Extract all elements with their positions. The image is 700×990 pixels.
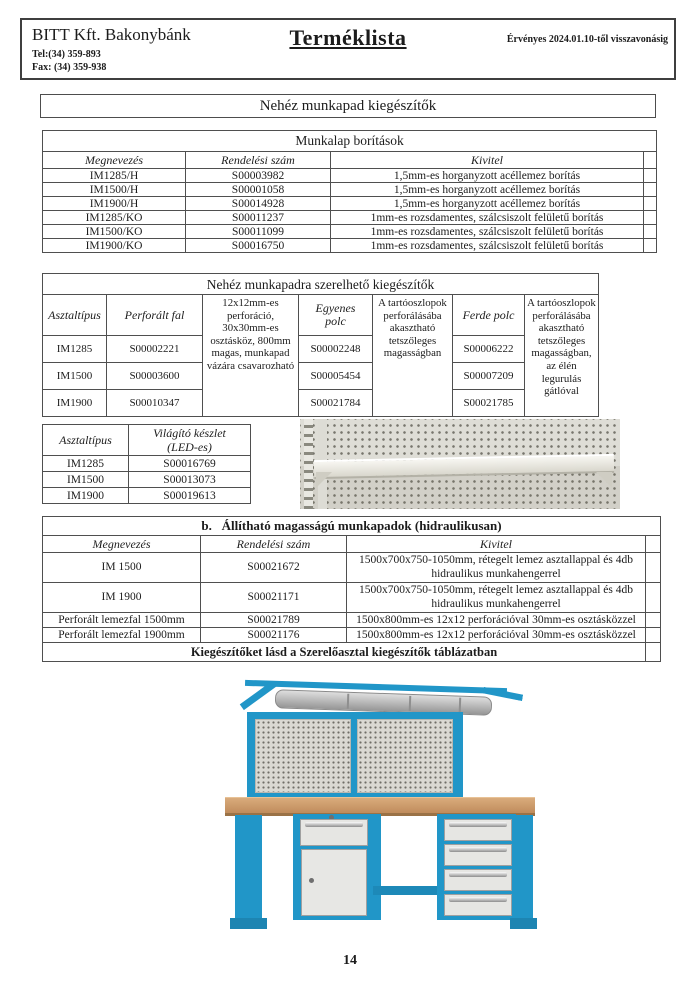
table-row: IM1500 S00013073 bbox=[43, 472, 251, 488]
bench-foot bbox=[510, 918, 537, 929]
drawer-handle bbox=[449, 897, 507, 902]
pegboard-shelf-photo bbox=[300, 419, 620, 509]
egyenes-polc-description: A tartóoszlopok perforálásába akasztható tetszőleges magasságban bbox=[373, 295, 453, 417]
table-row: IM1900/H S00014928 1,5mm-es horganyzott acéllemez borítás bbox=[43, 197, 657, 211]
table-row: Perforált lemezfal 1500mm S00021789 1500x800mm-es 12x12 perforációval 30mm-es osztásközzel bbox=[43, 613, 661, 628]
bench-leg bbox=[235, 815, 262, 918]
szerelheto-kiegeszitok-table bbox=[42, 273, 599, 417]
table-row: IM1900/KO S00016750 1mm-es rozsdamentes, szálcsiszolt felületű borítás bbox=[43, 239, 657, 253]
table-row: IM1285 S00002221 S00002248 S00006222 bbox=[43, 336, 599, 363]
mounting-rail bbox=[304, 419, 313, 509]
pegboard-back-wall bbox=[247, 712, 463, 798]
section-title: Nehéz munkapad kiegészítők bbox=[40, 94, 656, 118]
shelf-bracket bbox=[316, 472, 332, 488]
table-row: Perforált lemezfal 1900mm S00021176 1500x800mm-es 12x12 perforációval 30mm-es osztásközzel bbox=[43, 628, 661, 643]
left-cabinet bbox=[293, 814, 373, 920]
drawer-handle bbox=[449, 847, 507, 852]
table-row: IM 1500 S00021672 1500x700x750-1050mm, rétegelt lemez asztallappal és 4db hidraulikus munkahengerrel bbox=[43, 553, 661, 583]
validity-note: Érvényes 2024.01.10-től visszavonásig bbox=[506, 34, 668, 45]
column-header: Megnevezés bbox=[43, 152, 186, 169]
hidraulikus-munkapadok-table bbox=[42, 516, 661, 662]
column-header: Kivitel bbox=[331, 152, 644, 169]
table-row: IM1900 S00019613 bbox=[43, 488, 251, 504]
table-title: Nehéz munkapadra szerelhető kiegészítők bbox=[43, 274, 599, 295]
bench-leg bbox=[516, 815, 533, 918]
shelf-bracket bbox=[596, 472, 612, 488]
column-header: Rendelési szám bbox=[201, 536, 347, 553]
column-header: Asztaltípus bbox=[43, 295, 107, 336]
phone-number: Tel:(34) 359-893 bbox=[32, 49, 101, 60]
table-row: IM 1900 S00021171 1500x700x750-1050mm, rétegelt lemez asztallappal és 4db hidraulikus munkahengerrel bbox=[43, 583, 661, 613]
empty-cell bbox=[646, 536, 661, 553]
table-row: IM1500/H S00001058 1,5mm-es horganyzott acéllemez borítás bbox=[43, 183, 657, 197]
workbench-photo bbox=[225, 668, 540, 950]
drawer bbox=[444, 844, 512, 866]
column-header: Világító készlet (LED-es) bbox=[129, 425, 251, 456]
table-title: Munkalap borítások bbox=[43, 131, 657, 152]
column-header: Kivitel bbox=[347, 536, 646, 553]
ferde-polc-description: A tartóoszlopok perforálásába akasztható tetszőleges magasságban, az élén legurulás gátlóval bbox=[525, 295, 599, 417]
vilagito-keszlet-table bbox=[42, 424, 251, 504]
drawer-handle bbox=[305, 822, 363, 827]
pegboard-panel bbox=[357, 719, 453, 793]
drawer bbox=[444, 894, 512, 916]
table-footer-note: Kiegészítőket lásd a Szerelőasztal kiegészítők táblázatban bbox=[43, 643, 646, 662]
drawer-handle bbox=[449, 822, 507, 827]
document-title: Terméklista bbox=[289, 25, 407, 50]
table-row: IM1285/KO S00011237 1mm-es rozsdamentes, szálcsiszolt felületű borítás bbox=[43, 211, 657, 225]
table-row: IM1500 S00003600 S00005454 S00007209 bbox=[43, 363, 599, 390]
column-header: Ferde polc bbox=[453, 295, 525, 336]
key-lock bbox=[309, 878, 314, 883]
document-header bbox=[20, 18, 676, 80]
fax-number: Fax: (34) 359-938 bbox=[32, 62, 107, 73]
drawer bbox=[444, 819, 512, 841]
perforalt-fal-description: 12x12mm-es perforáció, 30x30mm-es osztásköz, 800mm magas, munkapad vázára csavarozható bbox=[203, 295, 299, 417]
table-row: IM1285/H S00003982 1,5mm-es horganyzott acéllemez borítás bbox=[43, 169, 657, 183]
drawer bbox=[444, 869, 512, 891]
empty-cell bbox=[644, 152, 657, 169]
column-header: Asztaltípus bbox=[43, 425, 129, 456]
table-title: b. Állítható magasságú munkapadok (hidraulikusan) bbox=[43, 517, 661, 536]
table-row: IM1285 S00016769 bbox=[43, 456, 251, 472]
right-drawer-cabinet bbox=[437, 814, 516, 920]
table-row: IM1900 S00010347 S00021784 S00021785 bbox=[43, 390, 599, 417]
column-header: Perforált fal bbox=[107, 295, 203, 336]
drawer bbox=[300, 819, 368, 846]
bench-foot bbox=[230, 918, 267, 929]
munkalap-boritasok-table bbox=[42, 130, 657, 253]
column-header: Egyenes polc bbox=[299, 295, 373, 336]
column-header: Rendelési szám bbox=[186, 152, 331, 169]
page-number: 14 bbox=[343, 953, 357, 968]
frame-post bbox=[373, 814, 381, 920]
cabinet-door bbox=[301, 849, 367, 916]
pegboard-panel bbox=[255, 719, 351, 793]
column-header: Megnevezés bbox=[43, 536, 201, 553]
table-row: IM1500/KO S00011099 1mm-es rozsdamentes, szálcsiszolt felületű borítás bbox=[43, 225, 657, 239]
drawer-handle bbox=[449, 872, 507, 877]
company-name: BITT Kft. Bakonybánk bbox=[32, 25, 191, 44]
